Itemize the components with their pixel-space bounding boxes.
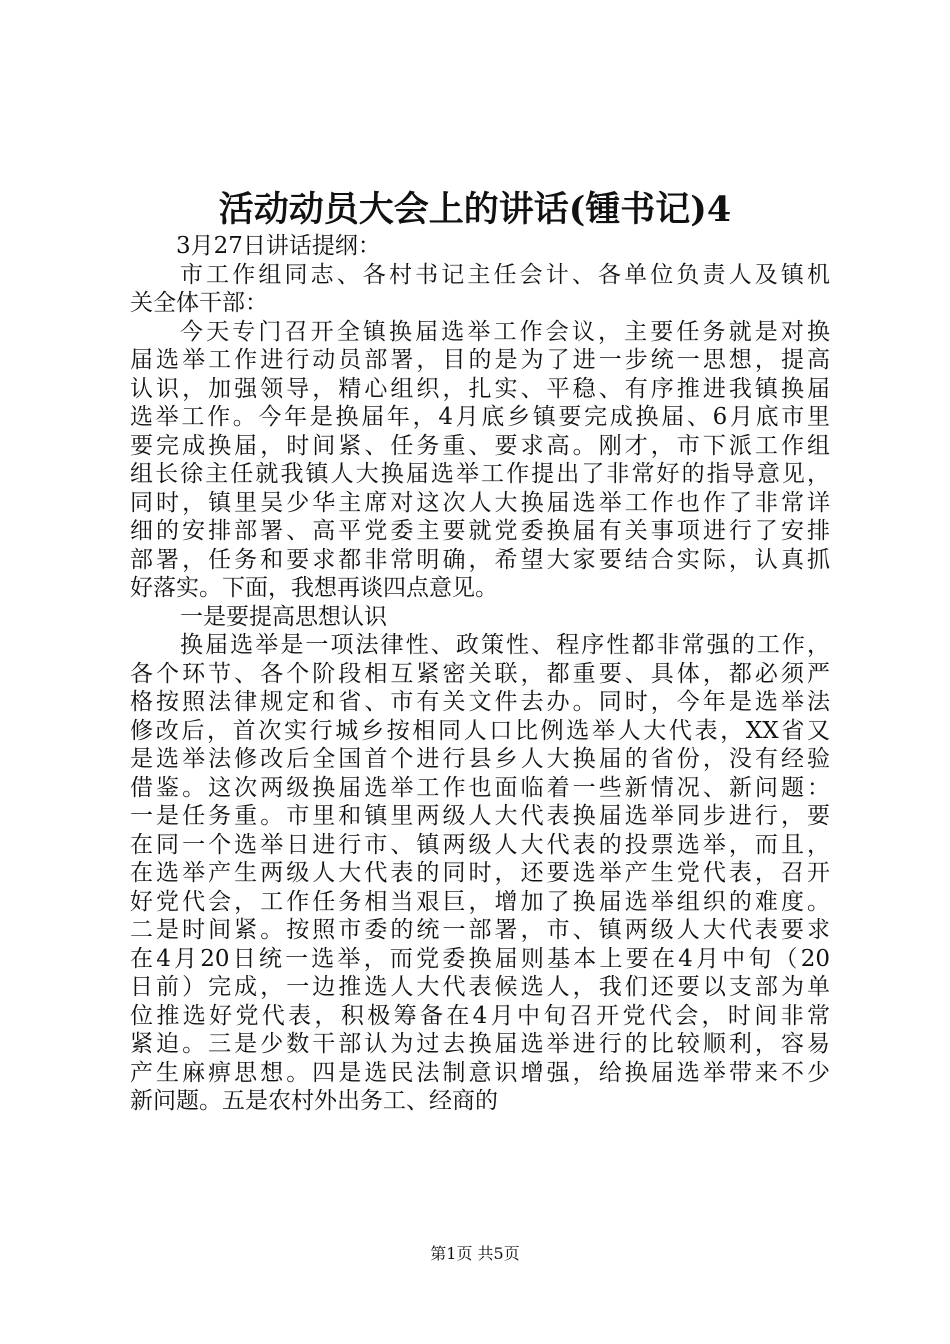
paragraph-line: 选举工作。今年是换届年，4月底乡镇要完成换届、6月底市里 xyxy=(130,404,830,430)
paragraph-line: 3月27日讲话提纲： xyxy=(176,233,381,259)
paragraph-line: 紧迫。三是少数干部认为过去换届选举进行的比较顺利，容易 xyxy=(130,1031,830,1057)
page-footer: 第1页 共5页 xyxy=(430,1244,520,1263)
paragraph-line: 产生麻痹思想。四是选民法制意识增强，给换届选举带来不少 xyxy=(130,1059,830,1086)
document-body xyxy=(130,232,830,1116)
section-heading: 一是要提高思想认识 xyxy=(180,603,387,630)
paragraph-line: 在选举产生两级人大代表的同时，还要选举产生党代表，召开 xyxy=(130,860,830,886)
paragraph-line: 细的安排部署、高平党委主要就党委换届有关事项进行了安排 xyxy=(130,518,830,544)
document-title: 活动动员大会上的讲话(锺书记)4 xyxy=(218,189,732,230)
paragraph-line: 一是任务重。市里和镇里两级人大代表换届选举同步进行，要 xyxy=(130,803,830,829)
paragraph-line: 好党代会，工作任务相当艰巨，增加了换届选举组织的难度。 xyxy=(130,888,830,915)
paragraph-line: 组长徐主任就我镇人大换届选举工作提出了非常好的指导意见， xyxy=(130,461,830,487)
paragraph-line: 是选举法修改后全国首个进行县乡人大换届的省份，没有经验 xyxy=(130,746,830,772)
paragraph-line: 借鉴。这次两级换届选举工作也面临着一些新情况、新问题： xyxy=(130,774,830,801)
paragraph-line: 关全体干部： xyxy=(130,290,268,316)
paragraph-line: 位推选好党代表，积极筹备在4月中旬召开党代会，时间非常 xyxy=(130,1002,830,1029)
paragraph-line: 届选举工作进行动员部署，目的是为了进一步统一思想，提高 xyxy=(130,347,830,373)
paragraph-line: 认识，加强领导，精心组织，扎实、平稳、有序推进我镇换届 xyxy=(130,375,830,402)
paragraph-line: 同时，镇里吴少华主席对这次人大换届选举工作也作了非常详 xyxy=(130,489,830,516)
paragraph-line: 格按照法律规定和省、市有关文件去办。同时，今年是选举法 xyxy=(130,689,830,715)
paragraph-line: 修改后，首次实行城乡按相同人口比例选举人大代表，XX省又 xyxy=(130,717,830,744)
paragraph-line: 二是时间紧。按照市委的统一部署，市、镇两级人大代表要求 xyxy=(130,917,830,943)
paragraph-line: 在同一个选举日进行市、镇两级人大代表的投票选举，而且， xyxy=(130,831,830,858)
paragraph-line: 要完成换届，时间紧、任务重、要求高。刚才，市下派工作组 xyxy=(130,432,830,459)
paragraph-line: 好落实。下面，我想再谈四点意见。 xyxy=(130,575,498,601)
paragraph-line: 在4月20日统一选举，而党委换届则基本上要在4月中旬（20 xyxy=(130,945,830,972)
paragraph-line: 今天专门召开全镇换届选举工作会议，主要任务就是对换 xyxy=(180,318,830,345)
paragraph-line: 日前）完成，一边推选人大代表候选人，我们还要以支部为单 xyxy=(130,974,830,1000)
paragraph-line: 换届选举是一项法律性、政策性、程序性都非常强的工作， xyxy=(180,632,830,658)
paragraph-line: 新问题。五是农村外出务工、经商的 xyxy=(130,1088,498,1114)
paragraph-line: 部署，任务和要求都非常明确，希望大家要结合实际，认真抓 xyxy=(130,546,830,573)
paragraph-line: 各个环节、各个阶段相互紧密关联，都重要、具体，都必须严 xyxy=(130,660,830,687)
paragraph-line: 市工作组同志、各村书记主任会计、各单位负责人及镇机 xyxy=(180,261,830,288)
